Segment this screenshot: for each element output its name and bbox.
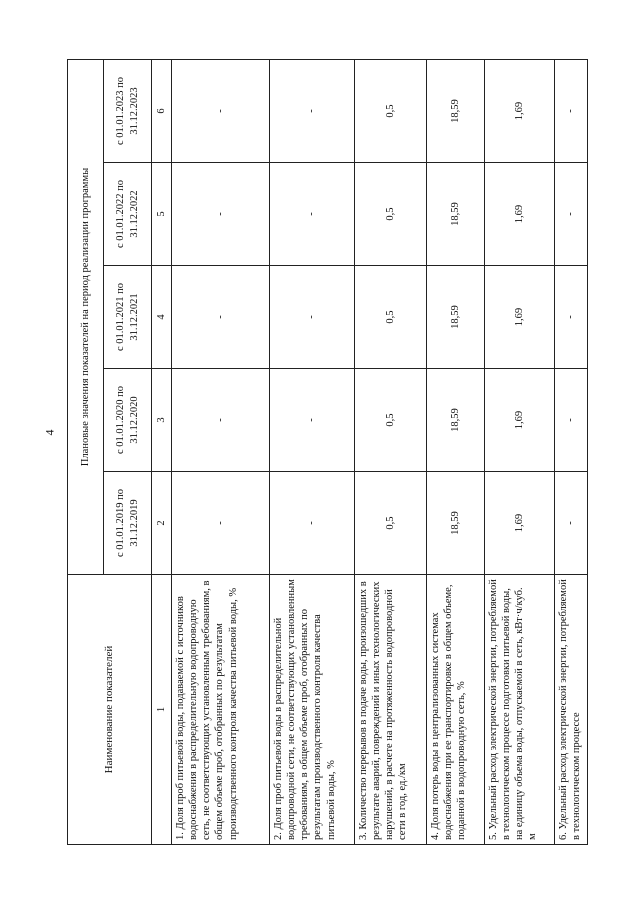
row-value: -: [555, 369, 588, 472]
row-value: 0,5: [355, 472, 427, 575]
header-period-2019: с 01.01.2019 по 31.12.2019: [104, 472, 152, 575]
header-row-numbers: [152, 59, 172, 844]
row-value: 0,5: [355, 163, 427, 266]
header-period-2022: с 01.01.2022 по 31.12.2022: [104, 163, 152, 266]
row-value: -: [555, 163, 588, 266]
table-row: [270, 59, 355, 844]
rotated-table-container: [67, 60, 583, 845]
table-row: [485, 59, 555, 844]
col-number-5: 5: [152, 163, 172, 266]
row-value: 1,69: [485, 472, 555, 575]
row-value: 18,59: [427, 472, 485, 575]
row-value: 18,59: [427, 369, 485, 472]
row-value: 0,5: [355, 369, 427, 472]
header-period-2020: с 01.01.2020 по 31.12.2020: [104, 369, 152, 472]
row-name: 1. Доля проб питьевой воды, подаваемой с источников водоснабжения в распределительную водопроводную сеть, не соответствующих установленным требованиям, в общем объеме проб, отобранных по результатам производственного контроля качества питьевой воды, %: [172, 575, 270, 845]
row-value: -: [555, 472, 588, 575]
header-period-2021: с 01.01.2021 по 31.12.2021: [104, 266, 152, 369]
row-name: 4. Доля потерь воды в централизованных системах водоснабжения при ее транспортировке в общем объеме, поданной в водопроводную сеть, %: [427, 575, 485, 845]
row-value: 0,5: [355, 266, 427, 369]
row-value: -: [270, 163, 355, 266]
page-number: 4: [42, 429, 57, 436]
row-value: 1,69: [485, 369, 555, 472]
row-value: -: [172, 163, 270, 266]
col-number-4: 4: [152, 266, 172, 369]
row-name: 5. Удельный расход электрической энергии, потребляемой в технологическом процессе подготовки питьевой воды, на единицу объема воды, отпускаемой в сеть, кВт·ч/куб. м: [485, 575, 555, 845]
header-indicator-name: Наименование показателей: [68, 575, 152, 845]
row-value: -: [270, 266, 355, 369]
col-number-1: 1: [152, 575, 172, 845]
col-number-6: 6: [152, 59, 172, 162]
table-row: [172, 59, 270, 844]
row-value: -: [172, 369, 270, 472]
table-row: [355, 59, 427, 844]
table-row: [427, 59, 485, 844]
header-period-2023: с 01.01.2023 по 31.12.2023: [104, 59, 152, 162]
col-number-2: 2: [152, 472, 172, 575]
row-value: -: [555, 59, 588, 162]
row-name: 2. Доля проб питьевой воды в распределительной водопроводной сети, не соответствующих установленным требованиям, в общем объеме проб, отобранных по результатам производственного контроля качества питьевой воды, %: [270, 575, 355, 845]
row-value: -: [172, 59, 270, 162]
row-value: -: [172, 266, 270, 369]
row-value: 18,59: [427, 266, 485, 369]
table-row: [555, 59, 588, 844]
row-value: 18,59: [427, 59, 485, 162]
row-value: 0,5: [355, 59, 427, 162]
row-value: 18,59: [427, 163, 485, 266]
row-value: -: [172, 472, 270, 575]
row-name: 3. Количество перерывов в подаче воды, произошедших в результате аварий, повреждений и иных технологических нарушений, в расчете на протяженность водопроводной сети в год, ед./км: [355, 575, 427, 845]
row-value: -: [270, 369, 355, 472]
row-value: -: [270, 59, 355, 162]
row-name: 6. Удельный расход электрической энергии, потребляемой в технологическом процессе: [555, 575, 588, 845]
indicators-table: [67, 59, 588, 845]
header-row-group: [68, 59, 104, 844]
row-value: 1,69: [485, 266, 555, 369]
row-value: 1,69: [485, 59, 555, 162]
row-value: -: [555, 266, 588, 369]
row-value: -: [270, 472, 355, 575]
header-planned-values: Плановые значения показателей на период реализации программы: [68, 59, 104, 574]
row-value: 1,69: [485, 163, 555, 266]
col-number-3: 3: [152, 369, 172, 472]
